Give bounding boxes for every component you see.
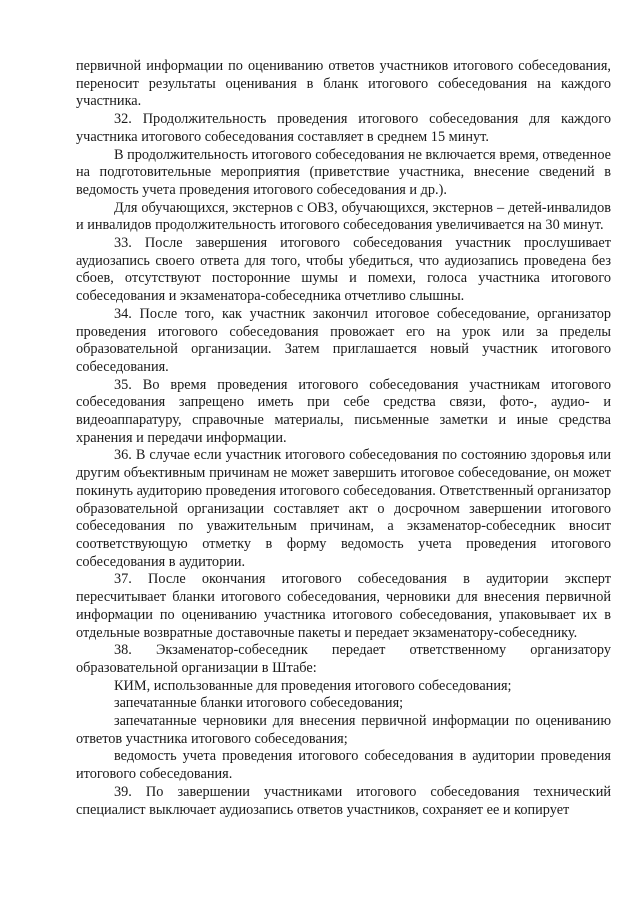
list-item-kim: КИМ, использованные для проведения итогового собеседования; bbox=[114, 677, 512, 694]
list-item-register: ведомость учета проведения итогового собеседования в аудитории проведения итогового собеседования. bbox=[76, 748, 611, 783]
list-item-sealed-forms: запечатанные бланки итогового собеседования; bbox=[114, 695, 404, 712]
paragraph-35: 35. Во время проведения итогового собеседования участникам итогового собеседования запрещено иметь при себе средства связи, фото-, аудио- и видеоаппаратуру, справочные материалы, письменные заметки и иные средства хранения и передачи информации. bbox=[76, 376, 611, 446]
paragraph-38: 38. Экзаменатор-собеседник передает ответственному организатору образовательной организации в Штабе: bbox=[76, 642, 611, 676]
paragraph-37: 37. После окончания итогового собеседования в аудитории эксперт пересчитывает бланки итогового собеседования, черновики для внесения первичной информации по оцениванию участника итогового собеседования, упаковывает их в отдельные возвратные доставочные пакеты и передает экзаменатору-собеседнику. bbox=[76, 571, 611, 641]
paragraph-36: 36. В случае если участник итогового собеседования по состоянию здоровья или другим объективным причинам не может завершить итоговое собеседование, он может покинуть аудиторию проведения итогового собеседования. Ответственный организатор образовательной организации составляет акт о досрочном завершении итогового собеседования по уважительным причинам, а экзаменатор-собеседник вносит соответствующую отметку в форму ведомость учета проведения итогового собеседования в аудитории. bbox=[76, 447, 611, 570]
paragraph-32-duration-note: В продолжительность итогового собеседования не включается время, отведенное на подготовительные мероприятия (приветствие участника, внесение сведений в ведомость учета проведения итогового собеседования и др.). bbox=[76, 146, 611, 198]
paragraph-39: 39. По завершении участниками итогового собеседования технический специалист выключает аудиозапись ответов участников, сохраняет ее и копирует bbox=[76, 783, 611, 818]
paragraph-33: 33. После завершения итогового собеседования участник прослушивает аудиозапись своего ответа для того, чтобы убедиться, что аудиозапись проведена без сбоев, отсутствуют посторонние шумы и помехи, голоса участника итогового собеседования и экзаменатора-собеседника отчетливо слышны. bbox=[76, 235, 611, 305]
paragraph-32-ovz-note: Для обучающихся, экстернов с ОВЗ, обучающихся, экстернов – детей-инвалидов и инвалидов продолжительность итогового собеседования увеличивается на 30 минут. bbox=[76, 199, 611, 234]
paragraph-continuation: первичной информации по оцениванию ответов участников итогового собеседования, переносит результаты оценивания в бланк итогового собеседования на каждого участника. bbox=[76, 58, 611, 110]
document-page bbox=[76, 58, 611, 819]
paragraph-32: 32. Продолжительность проведения итогового собеседования для каждого участника итогового собеседования составляет в среднем 15 минут. bbox=[76, 111, 611, 145]
paragraph-34: 34. После того, как участник закончил итоговое собеседование, организатор проведения итогового собеседования провожает его на урок или за пределы образовательной организации. Затем приглашается новый участник итогового собеседования. bbox=[76, 305, 611, 375]
list-item-sealed-drafts: запечатанные черновики для внесения первичной информации по оцениванию ответов участника итогового собеседования; bbox=[76, 713, 611, 747]
